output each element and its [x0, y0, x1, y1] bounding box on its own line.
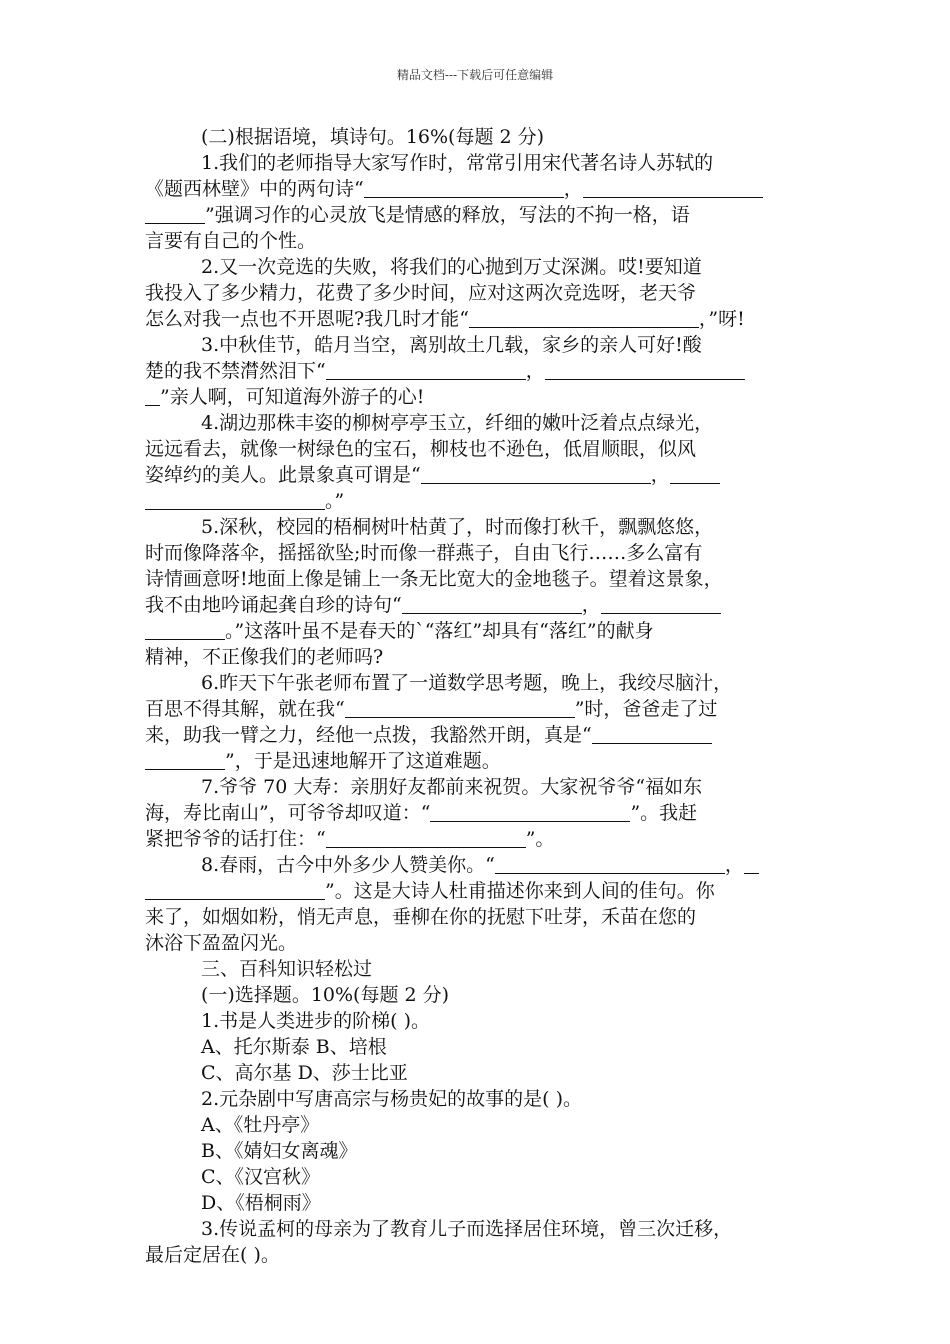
choice-question-1: 1.书是人类进步的阶梯( )。	[201, 1010, 430, 1032]
choice-options: A、托尔斯泰 B、培根	[201, 1036, 387, 1058]
answer-blank[interactable]	[326, 827, 526, 848]
choice-options: C、高尔基 D、莎士比亚	[201, 1062, 408, 1084]
question-2: 2.又一次竞选的失败，将我们的心抛到万丈深渊。哎!要知道	[201, 256, 702, 278]
answer-blank[interactable]	[145, 749, 225, 770]
subsection-heading: (一)选择题。10%(每题 2 分)	[201, 984, 450, 1006]
answer-blank[interactable]	[601, 593, 721, 614]
question-8-line: ”。这是大诗人杜甫描述你来到人间的佳句。你	[145, 878, 815, 904]
question-2-line: 怎么对我一点也不开恩呢?我几时才能“ ，”呀!	[145, 308, 745, 330]
question-5-line: 精神，不正像我们的老师吗?	[145, 646, 384, 668]
question-2-line: 我投入了多少精力，花费了多少时间，应对这两次竞选呀，老天爷	[145, 282, 697, 304]
answer-blank[interactable]	[744, 853, 759, 874]
answer-blank[interactable]	[345, 697, 575, 718]
choice-question-2: 2.元杂剧中写唐高宗与杨贵妃的故事的是( )。	[201, 1088, 582, 1110]
question-3-line: 楚的我不禁潸然泪下“ ，	[145, 358, 815, 384]
question-6-line: 来，助我一臂之力，经他一点拨，我豁然开朗，真是“	[145, 722, 815, 748]
choice-option: B、《婧妇女离魂》	[201, 1140, 358, 1162]
answer-blank[interactable]	[402, 593, 582, 614]
question-6: 6.昨天下午张老师布置了一道数学思考题，晚上，我绞尽脑汁，	[201, 672, 733, 694]
answer-blank[interactable]	[545, 359, 745, 380]
question-6-line: 百思不得其解，就在我“ ”时，爸爸走了过	[145, 698, 718, 720]
question-5-line: 诗情画意呀!地面上像是铺上一条无比宽大的金地毯子。望着这景象，	[145, 568, 723, 590]
answer-blank[interactable]	[430, 801, 630, 822]
question-5: 5.深秋，校园的梧桐树叶枯黄了，时而像打秋千，飘飘悠悠，	[201, 516, 714, 538]
question-1-line: 《题西林壁》中的两句诗“ ，	[145, 176, 815, 202]
answer-blank[interactable]	[145, 879, 325, 900]
answer-blank[interactable]	[145, 489, 325, 510]
answer-blank[interactable]	[469, 307, 699, 328]
question-4-line: 。”	[145, 488, 815, 514]
question-1: 1.我们的老师指导大家写作时，常常引用宋代著名诗人苏轼的	[201, 152, 714, 174]
question-5-line: 。”这落叶虽不是春天的`“落红”却具有“落红”的献身	[145, 618, 815, 644]
document-body	[145, 124, 815, 1268]
page-header: 精品文档---下载后可任意编辑	[396, 68, 554, 82]
answer-blank[interactable]	[583, 177, 763, 198]
answer-blank[interactable]	[592, 723, 712, 744]
answer-blank[interactable]	[364, 177, 564, 198]
question-4-line: 远远看去，就像一树绿色的宝石，柳枝也不逊色，低眉顺眼，似风	[145, 438, 697, 460]
question-4: 4.湖边那株丰姿的柳树亭亭玉立，纤细的嫩叶泛着点点绿光，	[201, 412, 714, 434]
question-7-line: 紧把爷爷的话打住：“ ”。	[145, 828, 555, 850]
question-7: 7.爷爷 70 大寿：亲朋好友都前来祝贺。大家祝爷爷“福如东	[201, 776, 703, 798]
question-1-line: 言要有自己的个性。	[145, 230, 317, 252]
answer-blank[interactable]	[670, 463, 720, 484]
choice-option: C、《汉宫秋》	[201, 1166, 321, 1188]
choice-option: A、《牡丹亭》	[201, 1114, 320, 1136]
question-3-line: ”亲人啊，可知道海外游子的心!	[145, 384, 815, 410]
question-8-line: 来了，如烟如粉，悄无声息，垂柳在你的抚慰下吐芽，禾苗在您的	[145, 906, 697, 928]
question-8-line: 沐浴下盈盈闪光。	[145, 932, 298, 954]
choice-question-3: 3.传说孟柯的母亲为了教育儿子而选择居住环境，曾三次迁移，	[201, 1218, 733, 1240]
answer-blank[interactable]	[145, 385, 160, 406]
question-7-line: 海，寿比南山”，可爷爷却叹道：“ ”。我赶	[145, 802, 698, 824]
choice-question-3-line: 最后定居在( )。	[145, 1244, 280, 1266]
question-3: 3.中秋佳节，皓月当空，离别故土几载，家乡的亲人可好!酸	[201, 334, 702, 356]
answer-blank[interactable]	[495, 853, 725, 874]
question-5-line: 我不由地吟诵起龚自珍的诗句“ ，	[145, 592, 815, 618]
choice-option: D、《梧桐雨》	[201, 1192, 321, 1214]
question-4-line: 姿绰约的美人。此景象真可谓是“ ，	[145, 462, 815, 488]
answer-blank[interactable]	[421, 463, 651, 484]
answer-blank[interactable]	[145, 619, 225, 640]
answer-blank[interactable]	[145, 203, 205, 224]
question-8: 8.春雨，古今中外多少人赞美你。“ ，	[145, 852, 815, 878]
answer-blank[interactable]	[326, 359, 526, 380]
question-1-line: ”强调习作的心灵放飞是情感的释放，写法的不拘一格，语	[145, 202, 815, 228]
question-5-line: 时而像降落伞，摇摇欲坠;时而像一群燕子，自由飞行……多么富有	[145, 542, 703, 564]
question-6-line: ”，于是迅速地解开了这道难题。	[145, 748, 815, 774]
section-heading: 三、百科知识轻松过	[201, 958, 373, 980]
section-heading: (二)根据语境，填诗句。16%(每题 2 分)	[201, 126, 545, 148]
